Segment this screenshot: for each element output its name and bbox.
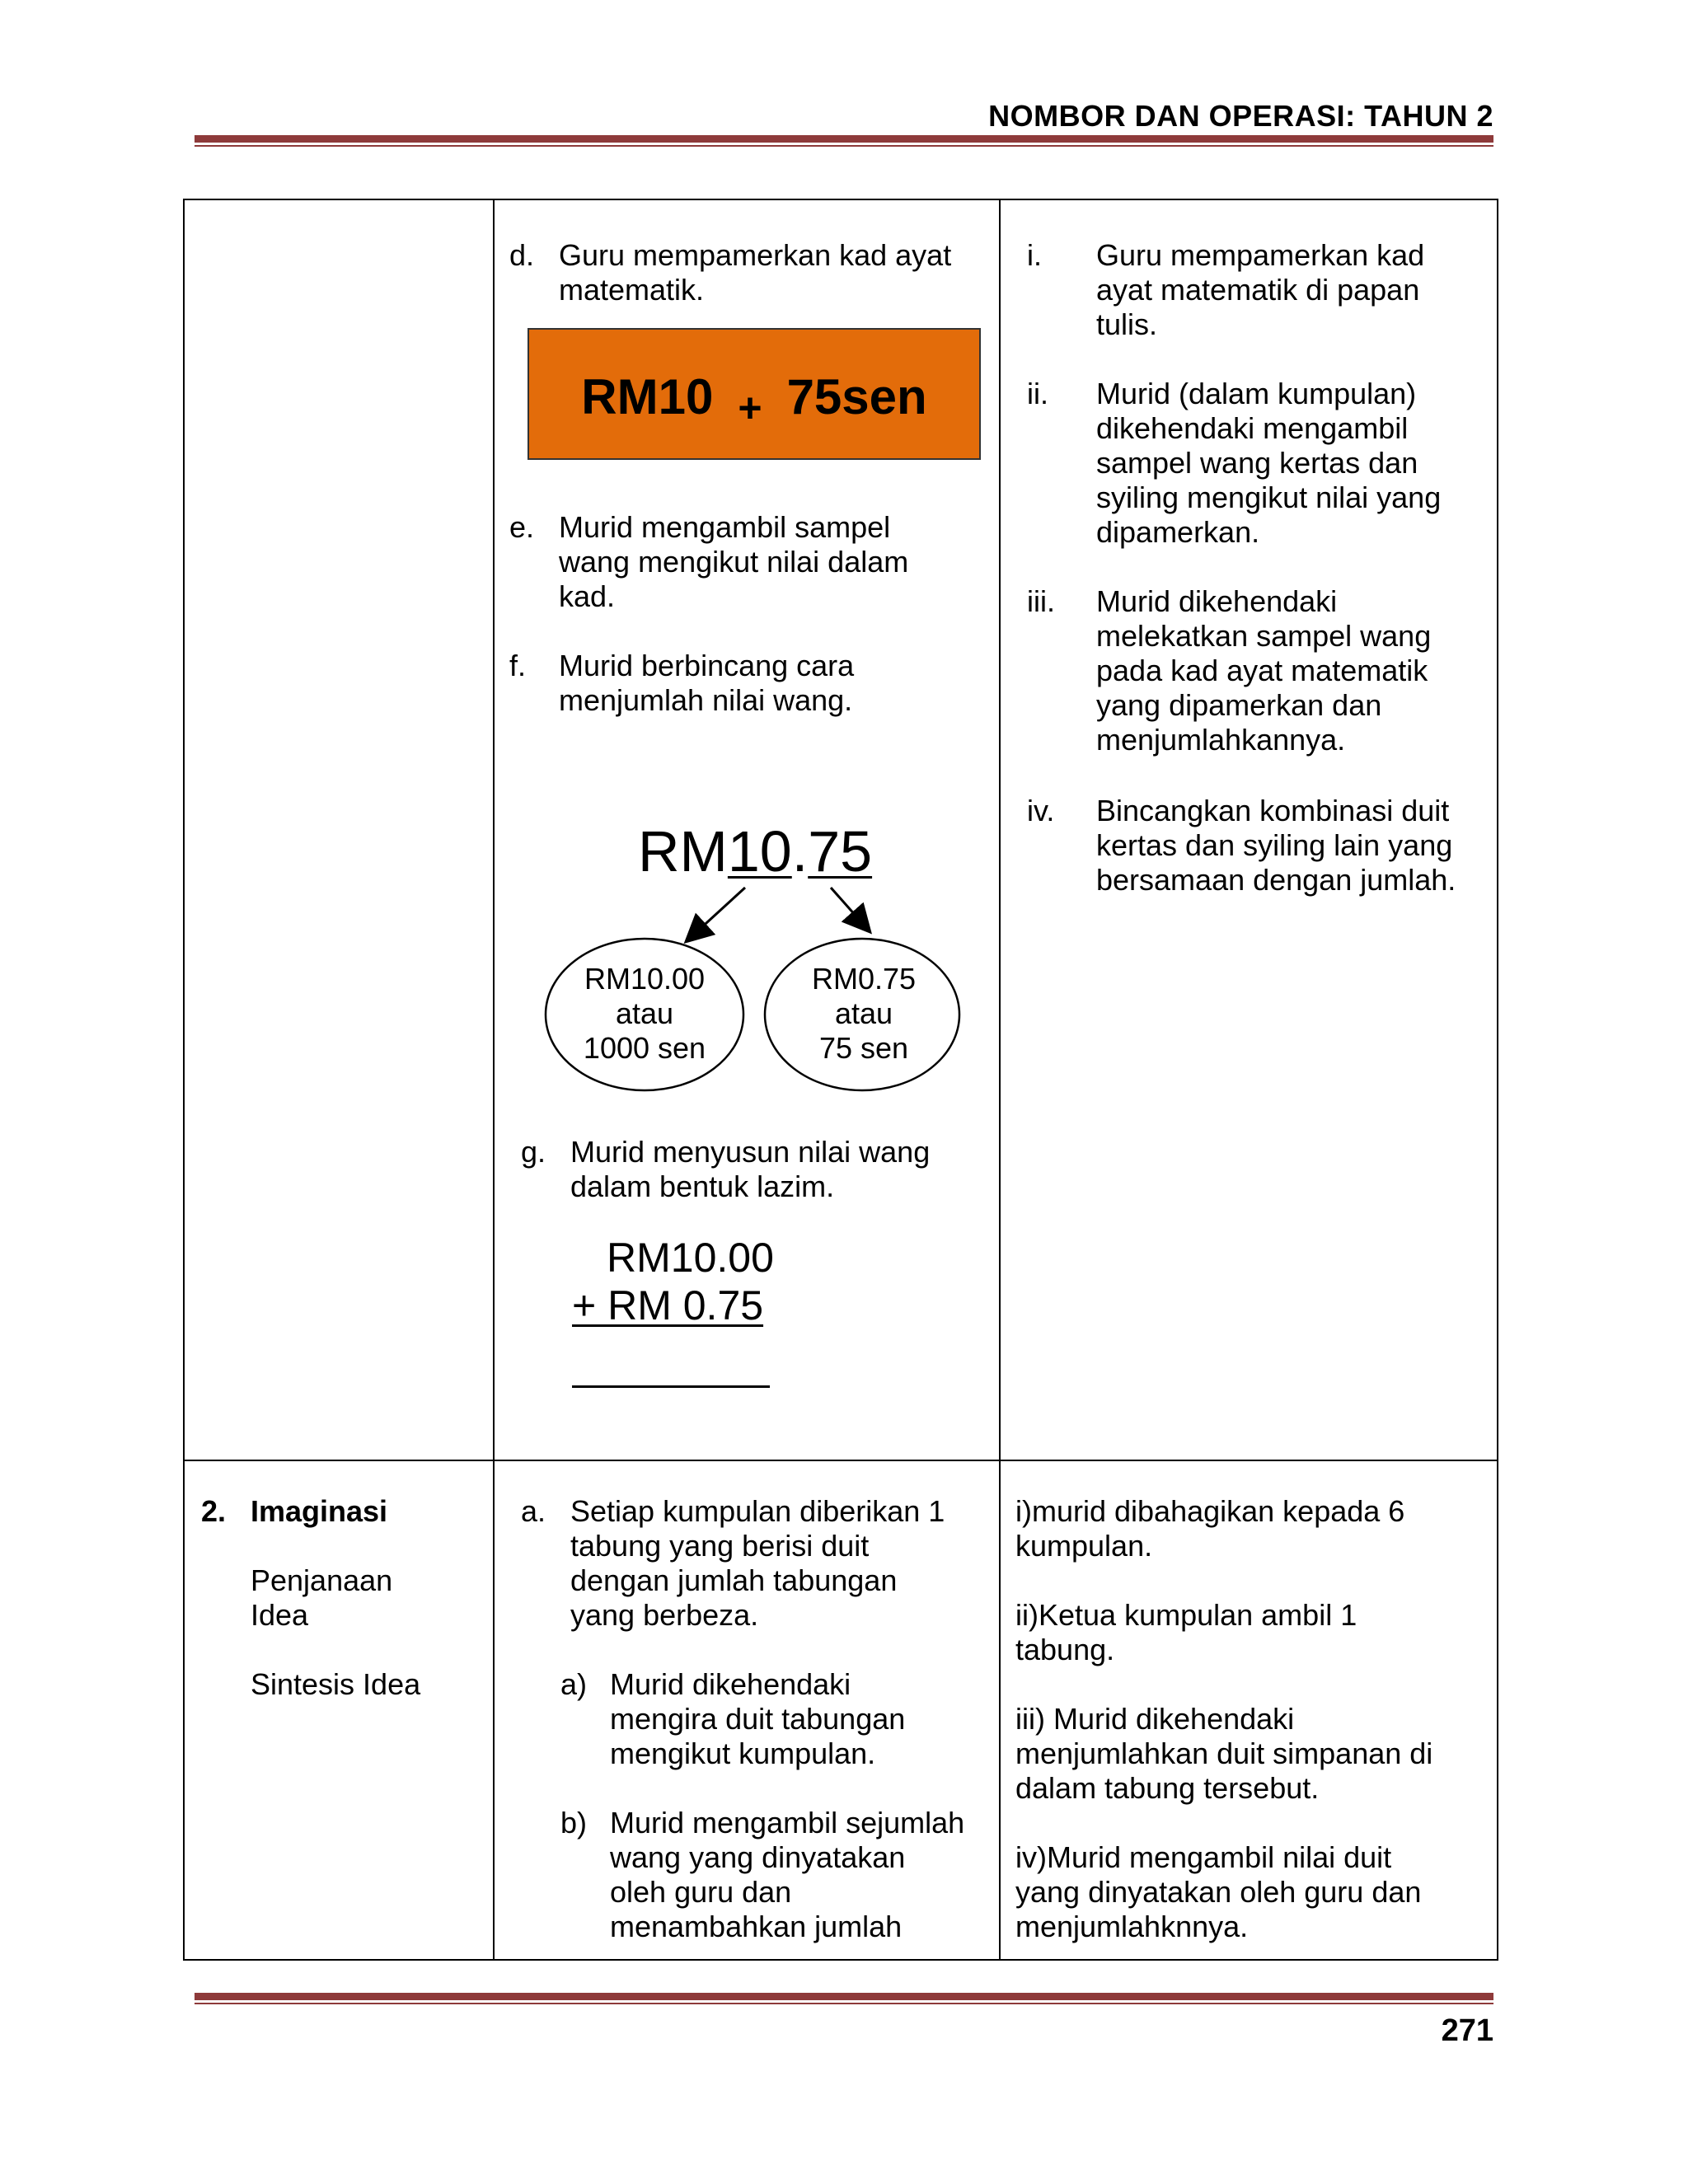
math-sentence-card: RM10 + 75sen bbox=[528, 328, 981, 460]
stage-title: Imaginasi bbox=[251, 1494, 388, 1528]
header-rule bbox=[195, 135, 1493, 147]
stage-number: 2. bbox=[201, 1494, 227, 1528]
total-amount: RM10.75 bbox=[638, 819, 873, 883]
footer-rule bbox=[195, 1993, 1493, 2007]
bubble-left-text: RM10.00 atau 1000 sen bbox=[583, 962, 706, 1065]
activity-4: iv)Murid mengambil nilai duit yang dinyatakan oleh guru dan menjumlahknnya. bbox=[1015, 1840, 1422, 1943]
activity-1: i)murid dibahagikan kepada 6 kumpulan. bbox=[1015, 1494, 1405, 1563]
stage-sub-2: Sintesis Idea bbox=[251, 1667, 421, 1701]
lesson-table: d. Guru mempamerkan kad ayat matematik. RM10 + 75sen e. Murid mengambil sampel wang mengikut nilai dalam kad. f. Murid berbincang cara menjumlah nilai wang. RM10.75 RM10.00 atau 1000 sen RM0.75 atau 75 sen g. Murid menyusun nilai wang dalam bentuk lazim. RM10.00 + RM 0.75 i. Guru mempamerkan kad ayat matematik di papan tulis. ii. Murid (dalam kumpulan) dikehendaki mengambil sampel wang kertas dan syiling mengikut nilai yang dipamerkan. iii. Murid dikehendaki melekatkan sampel wang pada kad ayat matematik yang dipamerkan dan menjumlahkannya. iv. Bincangkan kombinasi duit kertas dan syiling lain yang bersamaan dengan jumlah. 2. Imaginasi Penjanaan Idea Sintesis Idea a. Setiap kumpulan diberikan 1 tabung yang berisi duit dengan jumlah tabungan yang berbeza. a) Murid dikehendaki mengira duit tabungan mengikut kumpulan. b) Murid mengambil sejumlah wang yang dinyatakan oleh guru dan menambahkan jumlah i)murid dibahagikan kepada 6 kumpulan. ii)Ketua kumpulan ambil 1 tabung. iii) Murid dikehendaki menjumlahkan duit simpanan di dalam tabung tersebut. iv)Murid mengambil nilai duit yang dinyatakan oleh guru dan menjumlahknnya. bbox=[183, 199, 1498, 1961]
stage-sub-1: Penjanaan Idea bbox=[251, 1563, 393, 1632]
page-number: 271 bbox=[1441, 2013, 1493, 2048]
answer-line bbox=[572, 1385, 770, 1388]
bubble-right-text: RM0.75 atau 75 sen bbox=[811, 962, 917, 1065]
activity-2: ii)Ketua kumpulan ambil 1 tabung. bbox=[1015, 1598, 1357, 1666]
arrow-right bbox=[831, 888, 869, 930]
column-sum: RM10.00 + RM 0.75 bbox=[572, 1235, 774, 1329]
arrow-left bbox=[687, 888, 745, 940]
page-header-title: NOMBOR DAN OPERASI: TAHUN 2 bbox=[988, 99, 1493, 133]
activity-3: iii) Murid dikehendaki menjumlahkan duit simpanan di dalam tabung tersebut. bbox=[1015, 1702, 1433, 1805]
